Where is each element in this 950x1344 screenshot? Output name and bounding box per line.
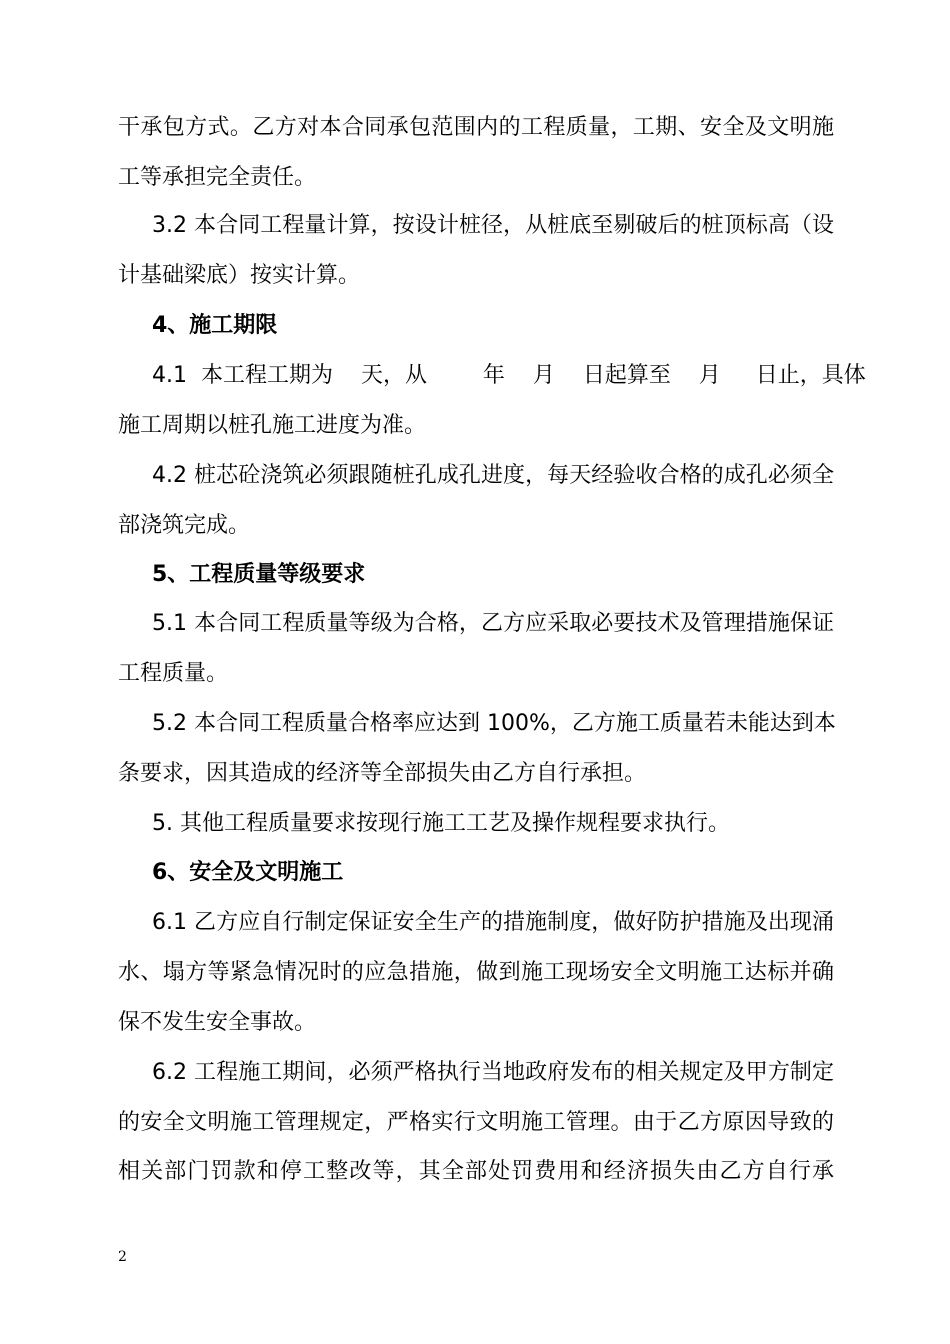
section-heading: 4、施工期限 (152, 313, 278, 338)
text-line: 施工周期以桩孔施工进度为准。 (118, 413, 427, 438)
text-line: 4.2 桩芯砼浇筑必须跟随桩孔成孔进度，每天经验收合格的成孔必须全 (152, 463, 834, 488)
text-line: 条要求，因其造成的经济等全部损失由乙方自行承担。 (118, 761, 647, 786)
page-number: 2 (118, 1249, 127, 1265)
section-heading: 5、工程质量等级要求 (152, 562, 366, 587)
text-line: 保不发生安全事故。 (118, 1010, 317, 1035)
text-line: 的安全文明施工管理规定，严格实行文明施工管理。由于乙方原因导致的 (118, 1110, 834, 1135)
section-heading: 6、安全及文明施工 (152, 860, 344, 885)
text-line: 水、塌方等紧急情况时的应急措施，做到施工现场安全文明施工达标并确 (118, 960, 834, 985)
text-line: 6.2 工程施工期间，必须严格执行当地政府发布的相关规定及甲方制定 (152, 1060, 834, 1085)
text-line: 干承包方式。乙方对本合同承包范围内的工程质量，工期、安全及文明施 (118, 115, 834, 140)
text-line: 5. 其他工程质量要求按现行施工工艺及操作规程要求执行。 (152, 811, 730, 836)
text-line: 工等承担完全责任。 (118, 165, 317, 190)
text-line: 工程质量。 (118, 661, 229, 686)
text-line: 部浇筑完成。 (118, 513, 251, 538)
text-line: 6.1 乙方应自行制定保证安全生产的措施制度，做好防护措施及出现涌 (152, 910, 834, 935)
text-line: 4.1 本工程工期为 天，从 年 月 日起算至 月 日止，具体 (152, 363, 866, 388)
text-line: 5.2 本合同工程质量合格率应达到 100%，乙方施工质量若未能达到本 (152, 711, 836, 736)
text-line: 5.1 本合同工程质量等级为合格，乙方应采取必要技术及管理措施保证 (152, 611, 834, 636)
text-line: 3.2 本合同工程量计算，按设计桩径，从桩底至剔破后的桩顶标高（设 (152, 213, 834, 238)
text-line: 相关部门罚款和停工整改等，其全部处罚费用和经济损失由乙方自行承 (118, 1159, 834, 1184)
text-line: 计基础梁底）按实计算。 (118, 263, 361, 288)
